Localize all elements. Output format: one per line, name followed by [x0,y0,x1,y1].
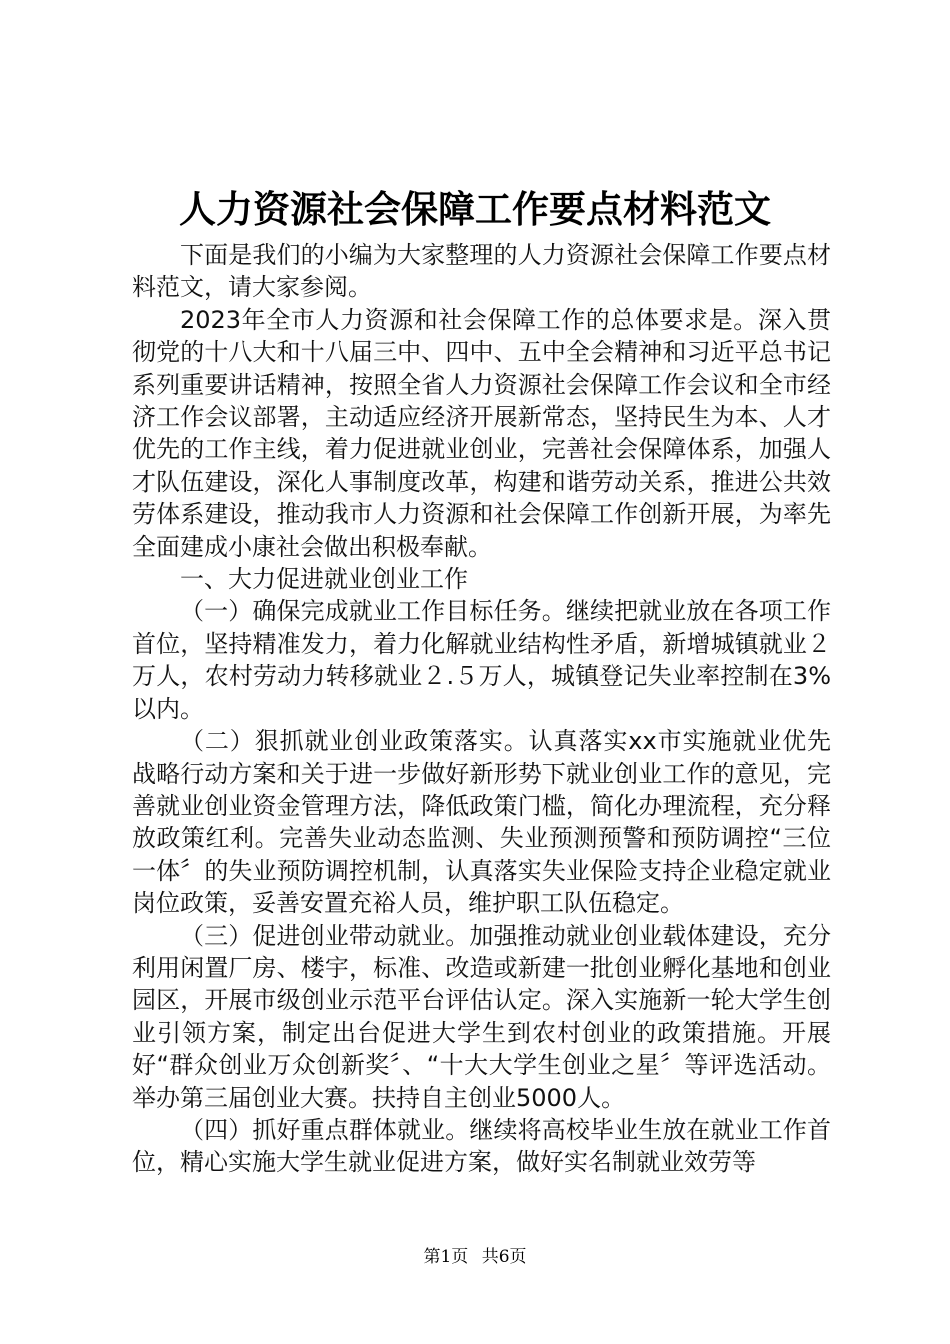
paragraph-item-4: （四）抓好重点群体就业。继续将高校毕业生放在就业工作首位，精心实施大学生就业促进方案，做好实名制就业效劳等 [132,1115,831,1177]
page-footer [0,1246,950,1268]
paragraph-item-1: （一）确保完成就业工作目标任务。继续把就业放在各项工作首位，坚持精准发力，着力化解就业结构性矛盾，新增城镇就业２万人，农村劳动力转移就业２.５万人，城镇登记失业率控制在3%以内。 [132,597,831,723]
document-body [132,239,831,1179]
paragraph-overall-requirements: 2023年全市人力资源和社会保障工作的总体要求是。深入贯彻党的十八大和十八届三中、四中、五中全会精神和习近平总书记系列重要讲话精神，按照全省人力资源社会保障工作会议和全市经济工作会议部署，主动适应经济开展新常态，坚持民生为本、人才优先的工作主线，着力促进就业创业，完善社会保障体系，加强人才队伍建设，深化人事制度改革，构建和谐劳动关系，推进公共效劳体系建设，推动我市人力资源和社会保障工作创新开展，为率先全面建成小康社会做出积极奉献。 [132,305,831,561]
paragraph-intro: 下面是我们的小编为大家整理的人力资源社会保障工作要点材料范文，请大家参阅。 [132,241,831,302]
document-title: 人力资源社会保障工作要点材料范文 [179,187,771,231]
page-total: 共6页 [481,1247,527,1267]
paragraph-item-3: （三）促进创业带动就业。加强推动就业创业载体建设，充分利用闲置厂房、楼宇，标准、改造或新建一批创业孵化基地和创业园区，开展市级创业示范平台评估认定。深入实施新一轮大学生创业引领方案，制定出台促进大学生到农村创业的政策措施。开展好“群众创业万众创新奖〞、“十大大学生创业之星〞等评选活动。举办第三届创业大赛。扶持自主创业5000人。 [132,921,831,1112]
section-heading-1: 一、大力促进就业创业工作 [180,565,468,594]
page-number: 第1页 [423,1247,469,1267]
paragraph-item-2: （二）狠抓就业创业政策落实。认真落实xx市实施就业优先战略行动方案和关于进一步做好新形势下就业创业工作的意见，完善就业创业资金管理方法，降低政策门槛，简化办理流程，充分释放政策红利。完善失业动态监测、失业预测预警和预防调控“三位一体〞的失业预防调控机制，认真落实失业保险支持企业稳定就业岗位政策，妥善安置充裕人员，维护职工队伍稳定。 [132,727,831,918]
